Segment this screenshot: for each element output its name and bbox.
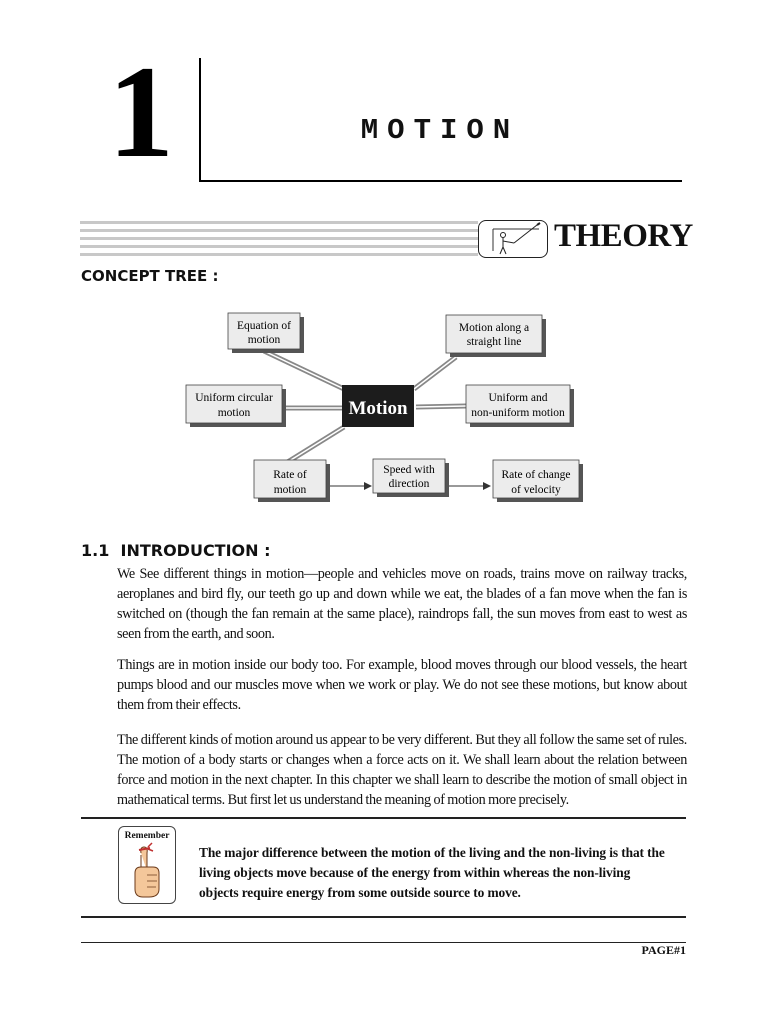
header-divider-horizontal [199,180,682,182]
connector-rate [286,427,344,463]
remember-note: The major difference between the motion of the living and the non-living is that the living objects move because of the energy from within whereas the non-living objects require energy from some outside source to move. [199,845,665,900]
banner-stripe [80,253,478,256]
node-text: straight line [466,336,522,348]
concept-tree-diagram [180,305,600,505]
connector-equation [264,351,344,389]
node-motion-along-straight-line [446,315,546,357]
node-rate-of-change-of-velocity [493,460,583,502]
chapter-title: MOTION [360,114,520,147]
node-text: motion [273,484,307,496]
node-text: motion [217,407,251,419]
node-text: Uniform circular [195,392,273,404]
node-text: Speed with [383,464,435,476]
header-divider-vertical [199,58,201,182]
node-rate-of-motion [254,460,330,502]
node-text: non-uniform motion [471,407,565,419]
node-motion-center [342,385,414,427]
chapter-number: 1 [108,38,174,185]
introduction-heading: 1.1 INTRODUCTION : [81,541,271,560]
banner-stripe [80,229,478,232]
page-number: PAGE#1 [641,943,686,957]
connector-uniform [416,406,466,407]
pointing-hand-icon [118,826,176,904]
node-text: Motion [348,398,408,419]
concept-tree-heading: CONCEPT TREE : [81,267,219,285]
node-uniform-circular-motion [186,385,286,427]
footer-divider [81,942,686,943]
node-text: Motion along a [458,322,530,334]
intro-paragraph: We See different things in motion—people and vehicles move on roads, trains move on railway tracks, aeroplanes and bird fly, our teeth go up and down while we eat, the blades of a fan move when the fan is switched on (though the fan remain at the same place), raindrops fall, the sun moves from east to west as seen from the earth, and soon. [117,566,687,642]
node-text: Uniform and [488,392,548,404]
node-speed-with-direction [373,459,449,497]
node-text: Rate of change [501,469,571,481]
node-uniform-non-uniform-motion [466,385,574,427]
banner-stripe [80,245,478,248]
intro-paragraph: The different kinds of motion around us appear to be very different. But they all follow the same set of rules. The motion of a body starts or changes when a force acts on it. We shall learn about the relation between force and motion in the next chapter. In this chapter we shall learn to describe the motion of small object in mathematical terms. But first let us understand the meaning of motion more precisely. [117,732,687,808]
node-text: Rate of [273,469,307,481]
node-text: direction [388,478,430,490]
node-equation-of-motion [228,313,304,353]
node-text: of velocity [511,484,561,496]
node-text: motion [247,334,281,346]
remember-label: Remember [124,831,170,841]
teacher-at-board-icon [478,220,548,258]
theory-label: THEORY [554,218,693,254]
intro-paragraph: Things are in motion inside our body too. For example, blood moves through our blood vessels, the heart pumps blood and our muscles move when we work or play. We do not see these motions, but know about them from their effects. [117,657,687,713]
node-text: Equation of [237,320,291,332]
banner-stripe [80,221,478,224]
connector-straight [414,357,456,389]
remember-divider-top [81,817,686,819]
banner-stripe [80,237,478,240]
remember-divider-bottom [81,916,686,918]
